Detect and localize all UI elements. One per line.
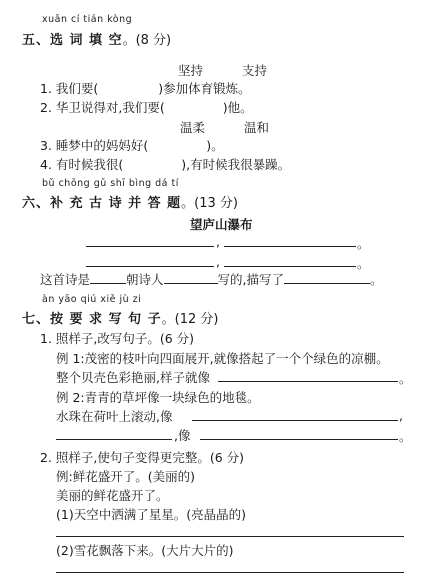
example-1-end: 。 — [399, 371, 412, 386]
example-2-fill2: ,像 — [174, 428, 191, 443]
example-2-answer-line-3[interactable] — [200, 439, 398, 440]
sec6-heading — [22, 192, 238, 211]
scene-blank[interactable] — [284, 271, 370, 284]
example-2-end: 。 — [399, 429, 412, 444]
sec7-points: 。(12 分) — [161, 312, 219, 327]
poem-comma-1: , — [216, 234, 220, 249]
sec5-points: 。(8 分) — [122, 33, 172, 48]
q5-4-suffix: ),有时候我很暴躁。 — [181, 157, 291, 172]
q5-4 — [40, 155, 290, 173]
sentence-1: (1)天空中洒满了星星。(亮晶晶的) — [56, 507, 246, 522]
sec5-title: 五、选 词 填 空 — [22, 33, 123, 48]
example-3-answer: 美丽的鲜花盛开了。 — [56, 488, 169, 503]
example-2: 例 2:青青的草坪像一块绿色的地毯。 — [56, 390, 260, 405]
sec5-heading — [22, 29, 171, 48]
q5-2-suffix: )他。 — [222, 100, 253, 115]
poem-period-2: 。 — [357, 256, 370, 271]
sec7-title: 七、按 要 求 写 句 子 — [22, 312, 162, 327]
sec7-heading — [22, 308, 218, 327]
poem-period-1: 。 — [357, 236, 370, 251]
example-1-answer-line[interactable] — [218, 381, 398, 382]
q5-3-suffix: )。 — [206, 138, 224, 153]
example-1: 例 1:茂密的枝叶向四面展开,就像搭起了一个个绿色的凉棚。 — [56, 351, 389, 366]
example-2-comma: , — [399, 408, 403, 423]
word-option-2: 支持 — [242, 63, 268, 78]
q5-1-suffix: )参加体育锻炼。 — [158, 81, 251, 96]
poem-q-a: 这首诗是 — [40, 272, 91, 287]
sec6-points: 。(13 分) — [181, 196, 238, 211]
q5-1 — [40, 79, 251, 97]
example-2-answer-line-1[interactable] — [192, 420, 398, 421]
poem-q-c: 写的,描写了 — [217, 272, 285, 287]
poem-comma-2: , — [216, 254, 220, 269]
example-2-fill: 水珠在荷叶上滚动,像 — [56, 409, 173, 424]
q7-1: 1. 照样子,改写句子。(6 分) — [40, 331, 195, 346]
poem-line-2-left[interactable] — [86, 266, 214, 267]
sentence-2-answer-line[interactable] — [56, 572, 404, 573]
poem-line-1-left[interactable] — [86, 246, 214, 247]
example-1-fill: 整个贝壳色彩艳丽,样子就像 — [56, 370, 210, 385]
poet-blank[interactable] — [164, 271, 218, 284]
example-3: 例:鲜花盛开了。(美丽的) — [56, 469, 195, 484]
word-option-1: 坚持 — [178, 63, 204, 78]
poem-q-d: 。 — [370, 272, 383, 287]
sentence-2: (2)雪花飘落下来。(大片大片的) — [56, 543, 234, 558]
sec7-pinyin: àn yāo qiú xiě jù zi — [42, 294, 142, 305]
poem-line-1-right[interactable] — [224, 246, 356, 247]
poem-question — [40, 270, 383, 288]
poem-line-2-right[interactable] — [224, 266, 356, 267]
q5-3-prefix: 3. 睡梦中的妈妈好( — [40, 138, 149, 153]
q5-3 — [40, 136, 224, 154]
q5-2 — [40, 98, 253, 116]
word-option-4: 温和 — [244, 120, 270, 135]
q5-1-prefix: 1. 我们要( — [40, 81, 99, 96]
q7-2: 2. 照样子,使句子变得更完整。(6 分) — [40, 450, 245, 465]
example-2-answer-line-2[interactable] — [56, 439, 172, 440]
poem-q-b: 朝诗人 — [126, 272, 164, 287]
poem-title: 望庐山瀑布 — [190, 217, 253, 232]
sec6-title: 六、补 充 古 诗 并 答 题 — [22, 196, 182, 211]
q5-2-prefix: 2. 华卫说得对,我们要( — [40, 100, 165, 115]
sec5-pinyin: xuǎn cí tián kòng — [42, 14, 133, 25]
sec6-pinyin: bǔ chōng gǔ shī bìng dá tí — [42, 178, 179, 189]
word-option-3: 温柔 — [180, 120, 206, 135]
q5-4-prefix: 4. 有时候我很( — [40, 157, 124, 172]
dynasty-blank[interactable] — [90, 271, 126, 284]
sentence-1-answer-line[interactable] — [56, 536, 404, 537]
